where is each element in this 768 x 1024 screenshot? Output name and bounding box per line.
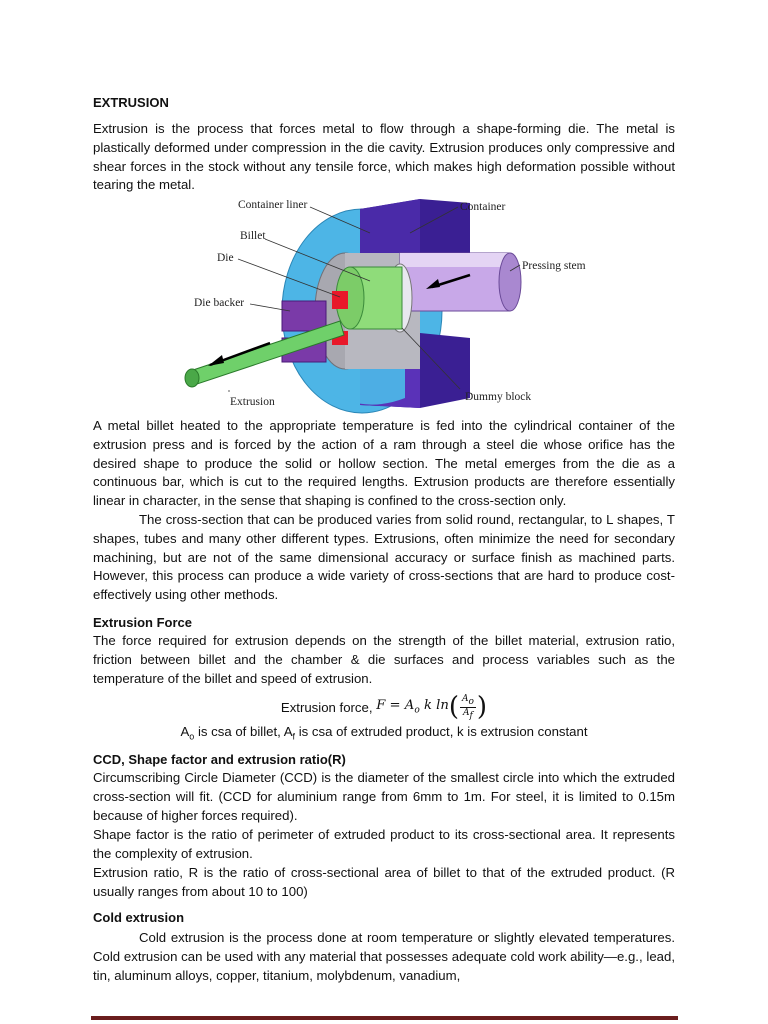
label-die: Die <box>217 252 234 264</box>
label-die-backer: Die backer <box>194 297 245 309</box>
die <box>332 291 348 309</box>
force-paragraph: The force required for extrusion depends on the strength of the billet material, extrusion ratio, friction between billet and the chamber & die surfaces and process variables such as the temperature of the billet and speed of extrusion. <box>93 633 675 686</box>
extrusion-force-formula: Extrusion force, $F = A_o$ k ln ( $\frac{A_o}{A_f}$ ) <box>280 692 488 722</box>
formula-lhs: $F = A_o$ k ln <box>376 698 449 716</box>
cross-section-paragraph: The cross-section that can be produced varies from solid round, rectangular, to L shapes, T shapes, tubes and many other different types. Extrusions, often minimize the need for secondary machining, but are not of the same dimensional accuracy or surface finish as machined parts. However, this process can produce a wide variety of cross-sections that are hard to produce cost-effectively using other methods. <box>93 512 675 603</box>
page-title: EXTRUSION <box>93 95 169 110</box>
extrusion-ratio-paragraph: Extrusion ratio, R is the ratio of cross-sectional area of billet to that of the extruded product. (R usually ranges from about 10 to 100) <box>93 865 675 899</box>
cold-extrusion-paragraph: Cold extrusion is the process done at room temperature or slightly elevated temperatures. Cold extrusion can be used with any material that possesses adequate cold work ability—e.g., lead, tin, aluminum alloys, copper, titanium, molybdenum, vanadium, <box>93 930 675 983</box>
footer-rule <box>91 1016 678 1020</box>
ccd-paragraph: Circumscribing Circle Diameter (CCD) is the diameter of the smallest circle into which the extruded cross-section will fit. (CCD for aluminium range from 6mm to 1m. For steel, it is limited to 0.15m because of higher forces required). <box>93 770 675 823</box>
label-container: Container <box>460 201 506 213</box>
force-heading: Extrusion Force <box>93 615 192 630</box>
label-container-liner: Container liner <box>238 199 308 211</box>
intro-paragraph: Extrusion is the process that forces metal to flow through a shape-forming die. The metal is plastically deformed under compression in the die cavity. Extrusion produces only compressive and shear forces in the stock without any tensile force, which makes high deformation possible without tearing the metal. <box>93 121 675 193</box>
formula-label: Extrusion force, <box>280 699 373 715</box>
formula-fraction: $\frac{A_o}{A_f}$ <box>462 693 474 721</box>
label-extrusion: Extrusion <box>230 396 275 408</box>
label-billet: Billet <box>240 230 266 242</box>
ccd-heading: CCD, Shape factor and extrusion ratio(R) <box>93 752 346 767</box>
extrusion-diagram <box>170 193 600 415</box>
label-dummy-block: Dummy block <box>465 391 532 403</box>
die-backer <box>282 301 326 331</box>
formula-note: $A_o$ is csa of billet, $A_f$ is csa of extruded product, k is extrusion constant <box>180 724 588 742</box>
shape-factor-paragraph: Shape factor is the ratio of perimeter of extruded product to its cross-sectional area. It represents the complexity of extrusion. <box>93 827 675 861</box>
process-paragraph: A metal billet heated to the appropriate temperature is fed into the cylindrical container of the extrusion press and is forced by the action of a ram through a steel die whose orifice has the desired shape to produce the solid or hollow section. The metal emerges from the die as a continuous bar, which is cut to the required lengths. Extrusion products are therefore essentially linear in character, in the sense that shaping is confined to the cross-section only. <box>93 418 675 509</box>
label-pressing-stem: Pressing stem <box>522 260 586 272</box>
cold-extrusion-heading: Cold extrusion <box>93 910 185 925</box>
